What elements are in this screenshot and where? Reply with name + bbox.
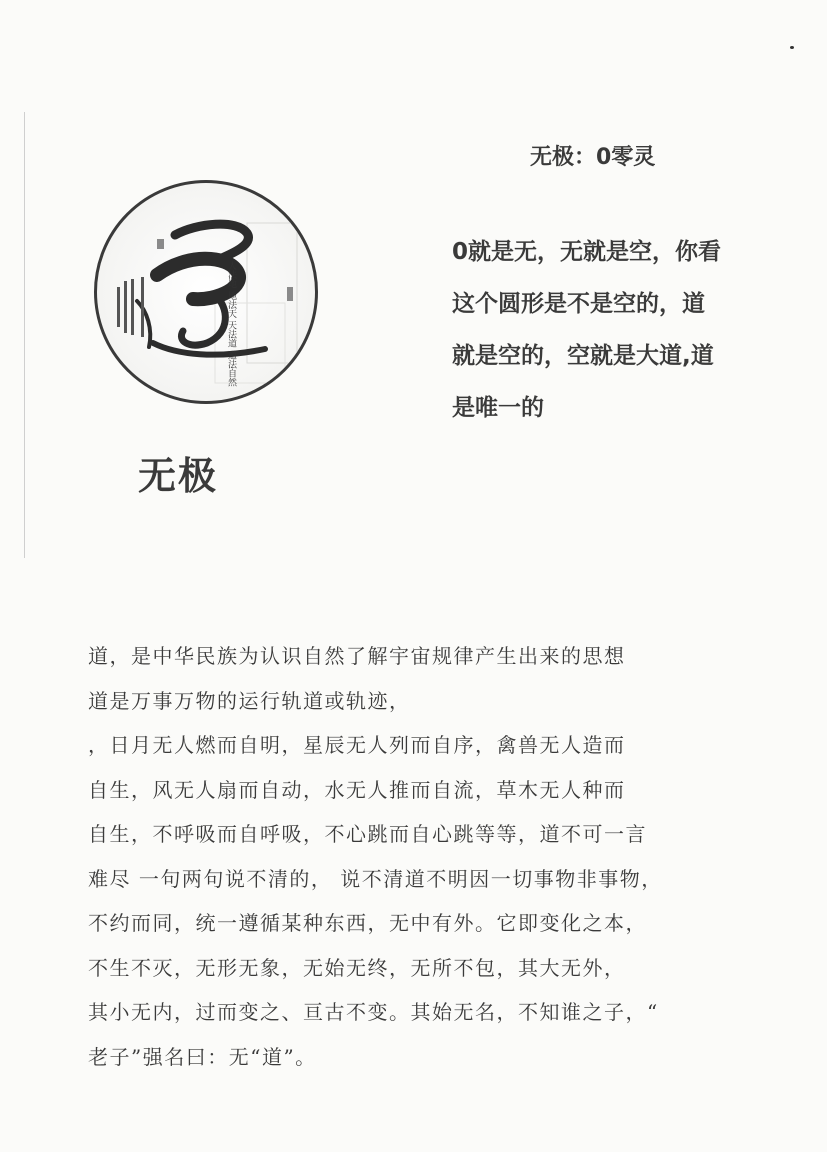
seal-inscription-line: 地法天 bbox=[226, 290, 236, 318]
intro-line: 就是空的，空就是大道,道 bbox=[452, 343, 714, 369]
seal-inscription-line: 人法地 bbox=[226, 261, 236, 288]
body-paragraph bbox=[88, 634, 788, 1079]
intro-line: 0就是无，无就是空，你看 bbox=[452, 239, 722, 265]
intro-paragraph bbox=[452, 226, 772, 434]
page-title: 无极：0零灵 bbox=[530, 145, 656, 170]
body-line: 难尽 一句两句说不清的， 说不清道不明因一切事物非事物， bbox=[88, 866, 663, 891]
seal-inscription-line: 天法道 bbox=[226, 320, 236, 348]
body-line: 不生不灭，无形无象，无始无终，无所不包，其大无外， bbox=[88, 955, 626, 980]
body-line: ，日月无人燃而自明，星辰无人列而自序，禽兽无人造而 bbox=[88, 733, 626, 757]
intro-line: 这个圆形是不是空的，道 bbox=[452, 291, 705, 317]
seal-inscription-line: 道法自然 bbox=[226, 350, 236, 387]
intro-line: 是唯一的 bbox=[452, 395, 544, 421]
body-line: 老子”强名曰：无“道”。 bbox=[88, 1044, 317, 1069]
body-line: 道是万事万物的运行轨道或轨迹， bbox=[88, 688, 411, 713]
seal-caption: 无极 bbox=[138, 454, 219, 498]
body-line: 自生，风无人扇而自动，水无人推而自流，草木无人种而 bbox=[88, 777, 626, 802]
wuji-seal-image bbox=[94, 180, 318, 404]
scan-edge-line bbox=[24, 112, 25, 558]
body-line: 自生，不呼吸而自呼吸，不心跳而自心跳等等，道不可一言 bbox=[88, 822, 647, 846]
body-line: 其小无内，过而变之、亘古不变。其始无名，不知谁之子，“ bbox=[88, 1000, 659, 1024]
body-line: 道，是中华民族为认识自然了解宇宙规律产生出来的思想 bbox=[88, 644, 626, 668]
body-line: 不约而同，统一遵循某种东西，无中有外。它即变化之本， bbox=[88, 911, 647, 935]
dao-calligraphy-icon bbox=[97, 183, 315, 401]
scan-speck bbox=[790, 46, 794, 49]
